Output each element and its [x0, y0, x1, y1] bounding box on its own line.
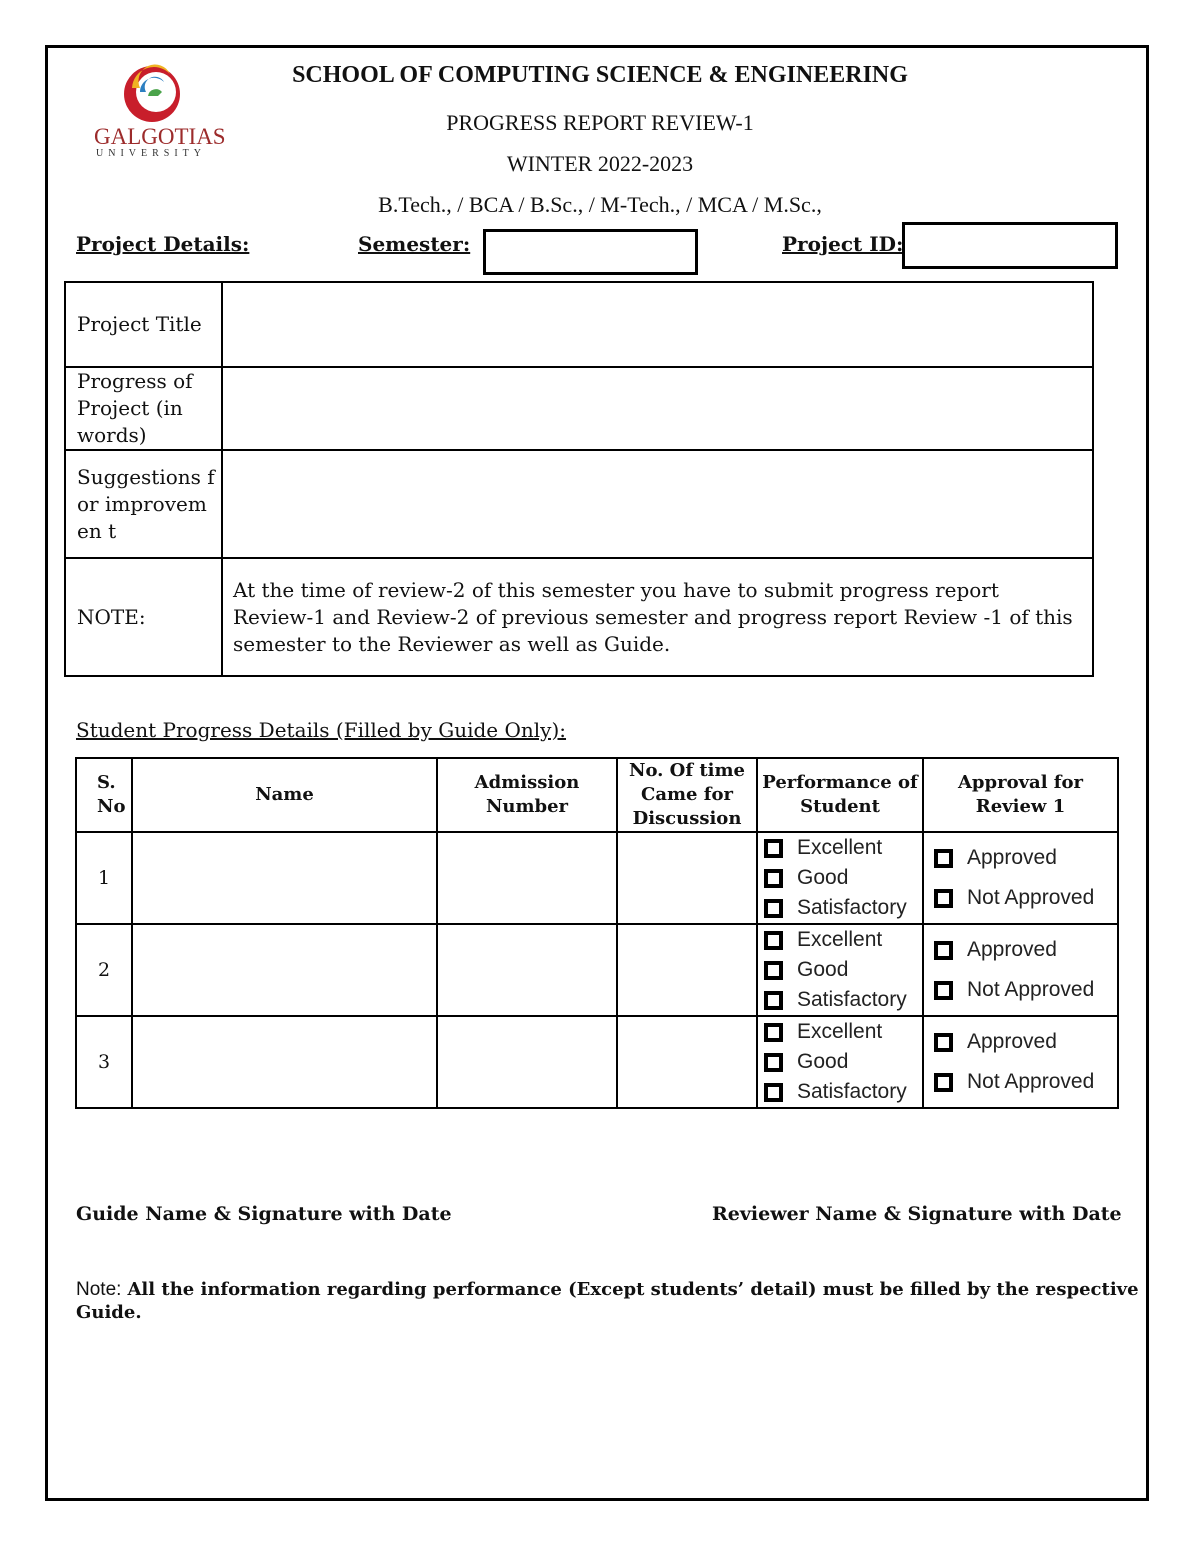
student-section-title: Student Progress Details (Filled by Guide Only): — [76, 718, 567, 742]
checkbox-icon[interactable] — [764, 961, 783, 980]
semester-label: Semester: — [358, 232, 471, 256]
table-header-row — [76, 758, 1118, 832]
footer-note — [76, 1278, 1200, 1323]
option-not-approved[interactable]: Not Approved — [934, 878, 1117, 918]
row-sno: 2 — [76, 924, 132, 1016]
name-cell[interactable] — [132, 1016, 437, 1108]
option-not-approved[interactable]: Not Approved — [934, 1062, 1117, 1102]
student-progress-table — [75, 757, 1119, 1109]
table-row — [65, 450, 1093, 558]
option-not-approved[interactable]: Not Approved — [934, 970, 1117, 1010]
table-row — [65, 282, 1093, 367]
footer-note-text: All the information regarding performance (Except students’ detail) must be filled by the respective Guide. — [76, 1279, 1139, 1323]
option-approved[interactable]: Approved — [934, 1022, 1117, 1062]
project-title-field[interactable] — [222, 282, 1093, 367]
option-excellent[interactable]: Excellent — [764, 1017, 922, 1047]
option-satisfactory[interactable]: Satisfactory — [764, 985, 922, 1015]
project-id-input[interactable] — [902, 222, 1118, 269]
project-id-label: Project ID: — [782, 232, 904, 256]
project-details-label: Project Details: — [76, 232, 250, 256]
checkbox-icon[interactable] — [934, 981, 953, 1000]
project-details-table — [64, 281, 1094, 677]
option-good[interactable]: Good — [764, 955, 922, 985]
header-name: Name — [132, 758, 437, 832]
checkbox-icon[interactable] — [764, 839, 783, 858]
discussion-cell[interactable] — [617, 924, 757, 1016]
header-approval: Approval for Review 1 — [923, 758, 1118, 832]
option-approved[interactable]: Approved — [934, 930, 1117, 970]
option-approved[interactable]: Approved — [934, 838, 1117, 878]
note-text: At the time of review-2 of this semester you have to submit progress report Review-1 and Review-2 of previous semester and progress report Review -1 of this semester to the Reviewer as well as Guide. — [222, 558, 1093, 676]
option-good[interactable]: Good — [764, 1047, 922, 1077]
row-sno: 1 — [76, 832, 132, 924]
option-satisfactory[interactable]: Satisfactory — [764, 1077, 922, 1107]
discussion-cell[interactable] — [617, 1016, 757, 1108]
header-discussion: No. Of time Came for Discussion — [617, 758, 757, 832]
name-cell[interactable] — [132, 924, 437, 1016]
header-sno: S. No — [76, 758, 132, 832]
approval-cell — [923, 924, 1118, 1016]
performance-cell — [757, 832, 923, 924]
term-title: WINTER 2022-2023 — [506, 151, 694, 176]
checkbox-icon[interactable] — [934, 1073, 953, 1092]
logo-subtitle: UNIVERSITY — [96, 148, 206, 159]
programs-line: B.Tech., / BCA / B.Sc., / M-Tech., / MCA / M.Sc., — [378, 192, 822, 217]
semester-input[interactable] — [483, 229, 698, 275]
approval-cell — [923, 1016, 1118, 1108]
progress-field[interactable] — [222, 367, 1093, 450]
checkbox-icon[interactable] — [934, 941, 953, 960]
admission-cell[interactable] — [437, 924, 617, 1016]
checkbox-icon[interactable] — [934, 1033, 953, 1052]
row-sno: 3 — [76, 1016, 132, 1108]
performance-cell — [757, 1016, 923, 1108]
checkbox-icon[interactable] — [764, 869, 783, 888]
footer-note-prefix: Note: — [76, 1279, 122, 1300]
option-good[interactable]: Good — [764, 863, 922, 893]
admission-cell[interactable] — [437, 1016, 617, 1108]
checkbox-icon[interactable] — [764, 991, 783, 1010]
option-excellent[interactable]: Excellent — [764, 833, 922, 863]
discussion-cell[interactable] — [617, 832, 757, 924]
admission-cell[interactable] — [437, 832, 617, 924]
note-label: NOTE: — [65, 558, 222, 676]
suggestions-field[interactable] — [222, 450, 1093, 558]
option-excellent[interactable]: Excellent — [764, 925, 922, 955]
logo-name: GALGOTIAS — [94, 124, 226, 149]
name-cell[interactable] — [132, 832, 437, 924]
table-row — [76, 924, 1118, 1016]
approval-cell — [923, 832, 1118, 924]
project-title-label: Project Title — [65, 282, 222, 367]
checkbox-icon[interactable] — [934, 849, 953, 868]
checkbox-icon[interactable] — [764, 1083, 783, 1102]
option-satisfactory[interactable]: Satisfactory — [764, 893, 922, 923]
guide-signature-label: Guide Name & Signature with Date — [76, 1203, 452, 1225]
suggestions-label: Suggestions for improvemen t — [65, 450, 222, 558]
report-title: PROGRESS REPORT REVIEW-1 — [446, 110, 754, 135]
checkbox-icon[interactable] — [764, 1023, 783, 1042]
table-row — [76, 832, 1118, 924]
reviewer-signature-label: Reviewer Name & Signature with Date — [712, 1203, 1122, 1225]
checkbox-icon[interactable] — [764, 931, 783, 950]
header-performance: Performance of Student — [757, 758, 923, 832]
table-row — [76, 1016, 1118, 1108]
table-row — [65, 558, 1093, 676]
checkbox-icon[interactable] — [764, 1053, 783, 1072]
school-title: SCHOOL OF COMPUTING SCIENCE & ENGINEERING — [292, 62, 908, 88]
header-admission: Admission Number — [437, 758, 617, 832]
checkbox-icon[interactable] — [934, 889, 953, 908]
performance-cell — [757, 924, 923, 1016]
progress-label: Progress of Project (in words) — [65, 367, 222, 450]
table-row — [65, 367, 1093, 450]
checkbox-icon[interactable] — [764, 899, 783, 918]
